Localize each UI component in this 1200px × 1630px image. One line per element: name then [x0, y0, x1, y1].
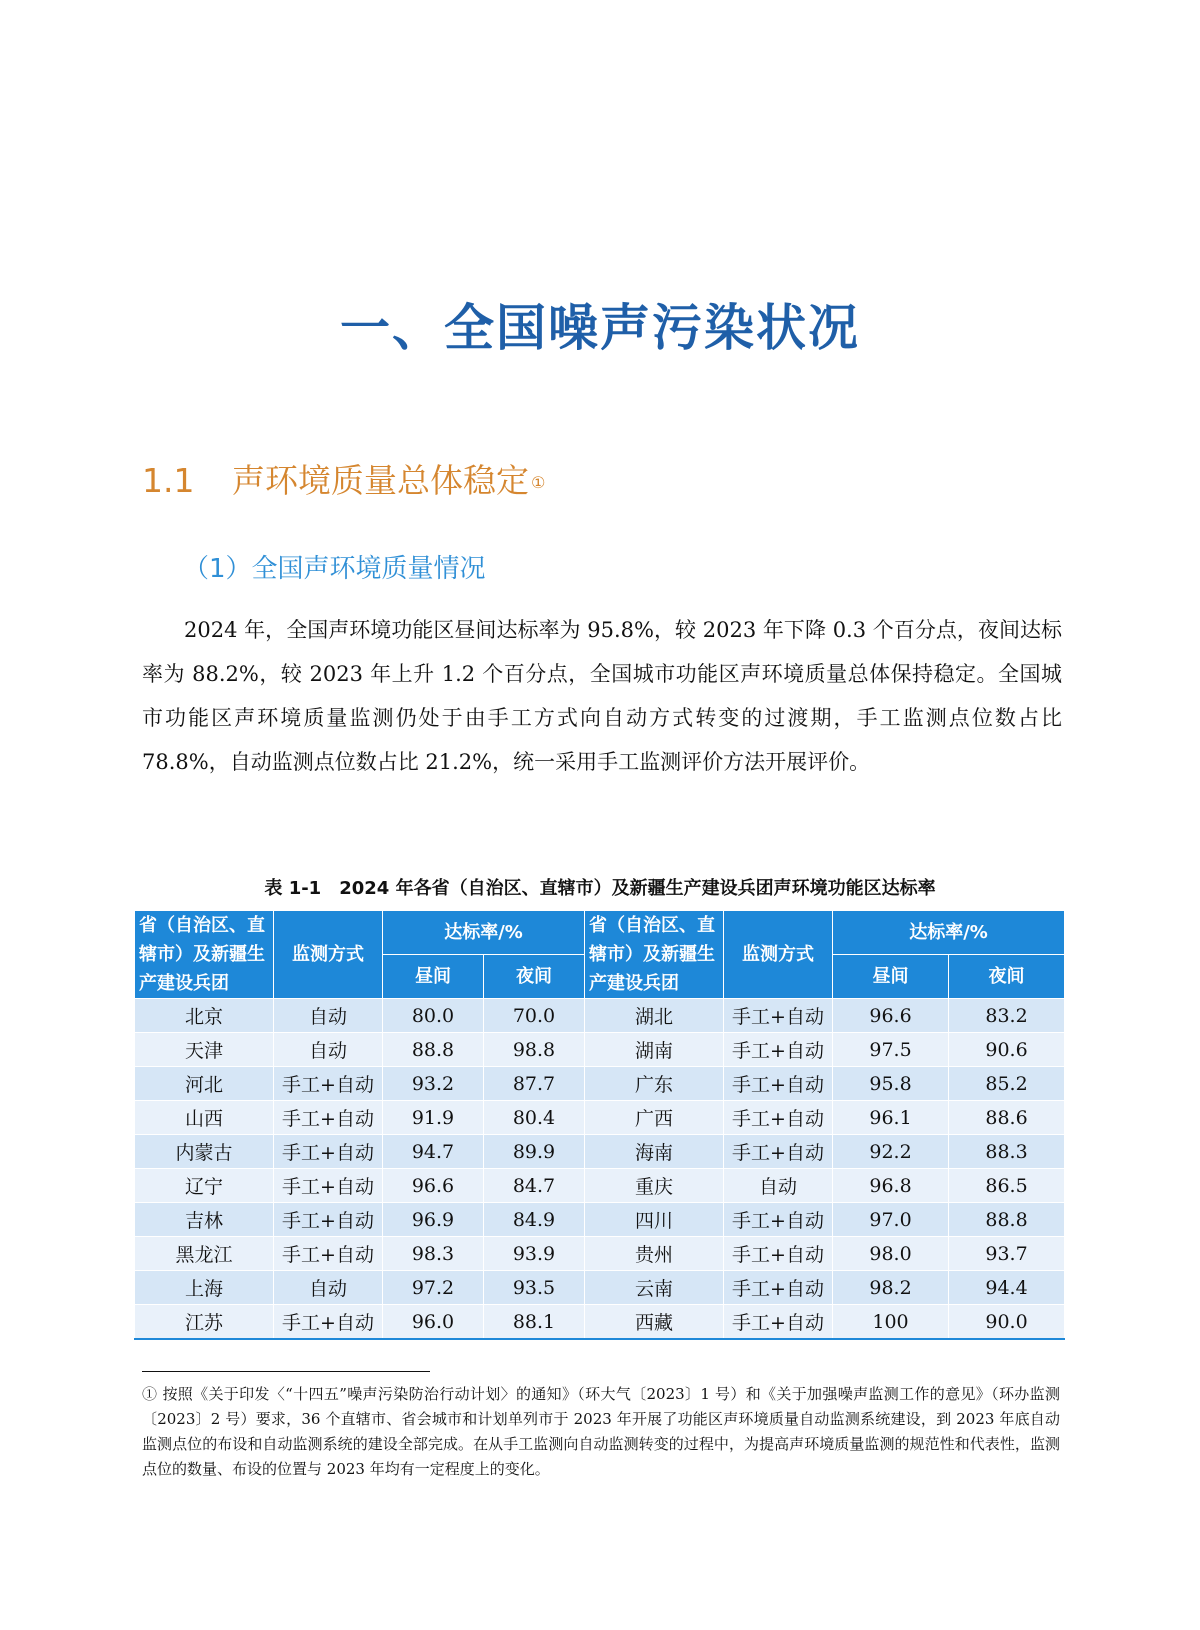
- method-cell: 自动: [274, 1271, 383, 1305]
- day-rate-cell: 94.7: [383, 1135, 484, 1169]
- region-cell: 西藏: [585, 1305, 724, 1340]
- method-cell: 手工+自动: [724, 1203, 833, 1237]
- footnote-divider: [142, 1371, 430, 1372]
- method-cell: 自动: [274, 1033, 383, 1067]
- header-night: 夜间: [484, 955, 585, 999]
- header-method: 监测方式: [274, 911, 383, 999]
- table-row: [135, 1237, 1065, 1271]
- night-rate-cell: 87.7: [484, 1067, 585, 1101]
- day-rate-cell: 92.2: [833, 1135, 949, 1169]
- region-cell: 江苏: [135, 1305, 274, 1340]
- method-cell: 手工+自动: [274, 1305, 383, 1340]
- region-cell: 北京: [135, 999, 274, 1033]
- table-header-row: [135, 911, 1065, 955]
- region-cell: 湖南: [585, 1033, 724, 1067]
- table-row: [135, 1305, 1065, 1340]
- night-rate-cell: 88.6: [949, 1101, 1065, 1135]
- footnote-text: ① 按照《关于印发〈“十四五”噪声污染防治行动计划〉的通知》（环大气〔2023〕1 号）和《关于加强噪声监测工作的意见》（环办监测〔2023〕2 号）要求，36 个直辖市、省会城市和计划单列市于 2023 年开展了功能区声环境质量自动监测系统建设，到 2023 年底自动监测点位的布设和自动监测系统的建设全部完成。在从手工监测向自动监测转变的过程中，为提高声环境质量监测的规范性和代表性，监测点位的数量、布设的位置与 2023 年均有一定程度上的变化。: [142, 1385, 1060, 1478]
- method-cell: 手工+自动: [724, 1271, 833, 1305]
- body-paragraph: 2024 年，全国声环境功能区昼间达标率为 95.8%，较 2023 年下降 0.3 个百分点，夜间达标率为 88.2%，较 2023 年上升 1.2 个百分点，全国城市功能区声环境质量总体保持稳定。全国城市功能区声环境质量监测仍处于由手工方式向自动方式转变的过渡期，手工监测点位数占比 78.8%，自动监测点位数占比 21.2%，统一采用手工监测评价方法开展评价。: [142, 618, 1062, 774]
- header-region: 省（自治区、直辖市）及新疆生产建设兵团: [585, 911, 724, 999]
- method-cell: 手工+自动: [724, 999, 833, 1033]
- day-rate-cell: 93.2: [383, 1067, 484, 1101]
- method-cell: 手工+自动: [724, 1101, 833, 1135]
- region-cell: 黑龙江: [135, 1237, 274, 1271]
- header-night: 夜间: [949, 955, 1065, 999]
- region-cell: 重庆: [585, 1169, 724, 1203]
- method-cell: 手工+自动: [274, 1101, 383, 1135]
- region-cell: 吉林: [135, 1203, 274, 1237]
- method-cell: 手工+自动: [724, 1067, 833, 1101]
- region-cell: 天津: [135, 1033, 274, 1067]
- section-number: 1.1: [142, 461, 195, 500]
- day-rate-cell: 97.0: [833, 1203, 949, 1237]
- method-cell: 手工+自动: [274, 1067, 383, 1101]
- day-rate-cell: 96.6: [833, 999, 949, 1033]
- day-rate-cell: 100: [833, 1305, 949, 1340]
- header-rate: 达标率/%: [833, 911, 1065, 955]
- region-cell: 内蒙古: [135, 1135, 274, 1169]
- day-rate-cell: 96.0: [383, 1305, 484, 1340]
- night-rate-cell: 70.0: [484, 999, 585, 1033]
- method-cell: 手工+自动: [724, 1135, 833, 1169]
- night-rate-cell: 90.6: [949, 1033, 1065, 1067]
- day-rate-cell: 96.6: [383, 1169, 484, 1203]
- region-cell: 湖北: [585, 999, 724, 1033]
- night-rate-cell: 93.7: [949, 1237, 1065, 1271]
- region-cell: 辽宁: [135, 1169, 274, 1203]
- method-cell: 自动: [724, 1169, 833, 1203]
- day-rate-cell: 95.8: [833, 1067, 949, 1101]
- night-rate-cell: 93.5: [484, 1271, 585, 1305]
- method-cell: 自动: [274, 999, 383, 1033]
- night-rate-cell: 86.5: [949, 1169, 1065, 1203]
- header-day: 昼间: [833, 955, 949, 999]
- day-rate-cell: 88.8: [383, 1033, 484, 1067]
- day-rate-cell: 96.1: [833, 1101, 949, 1135]
- table-row: [135, 1169, 1065, 1203]
- day-rate-cell: 98.3: [383, 1237, 484, 1271]
- table-caption: 表 1-1 2024 年各省（自治区、直辖市）及新疆生产建设兵团声环境功能区达标率: [264, 878, 936, 899]
- table-row: [135, 1203, 1065, 1237]
- region-cell: 四川: [585, 1203, 724, 1237]
- region-cell: 上海: [135, 1271, 274, 1305]
- night-rate-cell: 84.7: [484, 1169, 585, 1203]
- table-row: [135, 1033, 1065, 1067]
- subsection-title: （1）全国声环境质量情况: [183, 554, 486, 584]
- day-rate-cell: 98.2: [833, 1271, 949, 1305]
- night-rate-cell: 88.8: [949, 1203, 1065, 1237]
- method-cell: 手工+自动: [274, 1203, 383, 1237]
- table-row: [135, 1067, 1065, 1101]
- night-rate-cell: 98.8: [484, 1033, 585, 1067]
- region-cell: 山西: [135, 1101, 274, 1135]
- table-row: [135, 999, 1065, 1033]
- night-rate-cell: 88.1: [484, 1305, 585, 1340]
- night-rate-cell: 84.9: [484, 1203, 585, 1237]
- day-rate-cell: 96.8: [833, 1169, 949, 1203]
- table-row: [135, 1271, 1065, 1305]
- table-row: [135, 1135, 1065, 1169]
- night-rate-cell: 80.4: [484, 1101, 585, 1135]
- night-rate-cell: 85.2: [949, 1067, 1065, 1101]
- method-cell: 手工+自动: [724, 1305, 833, 1340]
- day-rate-cell: 97.2: [383, 1271, 484, 1305]
- night-rate-cell: 94.4: [949, 1271, 1065, 1305]
- section-heading: [142, 455, 545, 502]
- table-row: [135, 1101, 1065, 1135]
- day-rate-cell: 80.0: [383, 999, 484, 1033]
- region-cell: 贵州: [585, 1237, 724, 1271]
- header-rate: 达标率/%: [383, 911, 585, 955]
- day-rate-cell: 97.5: [833, 1033, 949, 1067]
- header-day: 昼间: [383, 955, 484, 999]
- header-method: 监测方式: [724, 911, 833, 999]
- footnote-reference[interactable]: ①: [531, 473, 546, 492]
- region-cell: 云南: [585, 1271, 724, 1305]
- region-cell: 海南: [585, 1135, 724, 1169]
- method-cell: 手工+自动: [724, 1033, 833, 1067]
- compliance-rate-table: [134, 910, 1065, 1340]
- region-cell: 河北: [135, 1067, 274, 1101]
- chapter-title: 一、全国噪声污染状况: [340, 298, 860, 357]
- night-rate-cell: 83.2: [949, 999, 1065, 1033]
- method-cell: 手工+自动: [274, 1237, 383, 1271]
- method-cell: 手工+自动: [274, 1135, 383, 1169]
- day-rate-cell: 96.9: [383, 1203, 484, 1237]
- region-cell: 广西: [585, 1101, 724, 1135]
- header-region: 省（自治区、直辖市）及新疆生产建设兵团: [135, 911, 274, 999]
- night-rate-cell: 89.9: [484, 1135, 585, 1169]
- method-cell: 手工+自动: [724, 1237, 833, 1271]
- day-rate-cell: 98.0: [833, 1237, 949, 1271]
- night-rate-cell: 90.0: [949, 1305, 1065, 1340]
- method-cell: 手工+自动: [274, 1169, 383, 1203]
- night-rate-cell: 93.9: [484, 1237, 585, 1271]
- night-rate-cell: 88.3: [949, 1135, 1065, 1169]
- section-title: 声环境质量总体稳定: [232, 461, 529, 500]
- region-cell: 广东: [585, 1067, 724, 1101]
- day-rate-cell: 91.9: [383, 1101, 484, 1135]
